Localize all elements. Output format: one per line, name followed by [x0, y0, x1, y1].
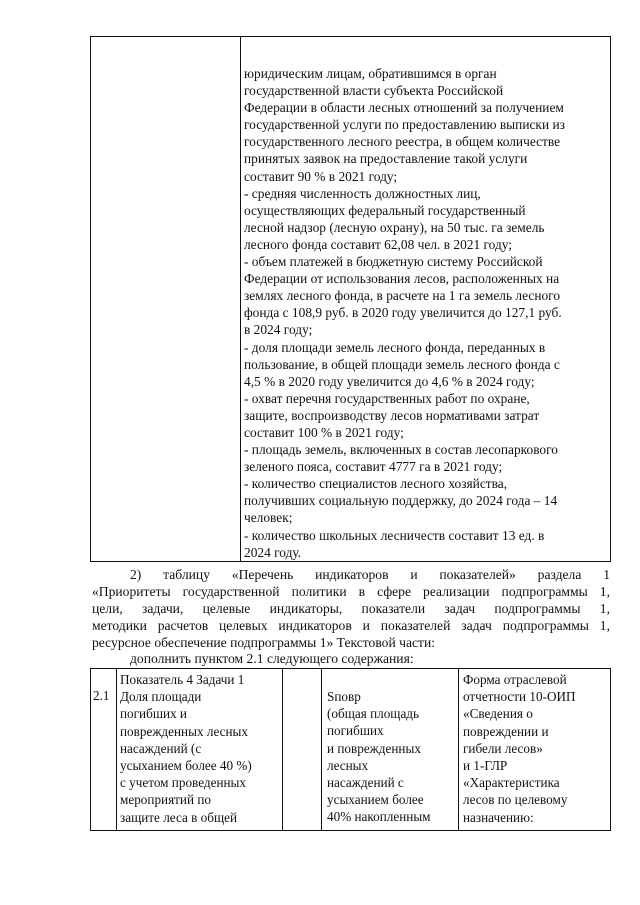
text-line: - количество школьных лесничеств составит 13 ед. в [244, 527, 545, 543]
text-line: фонда с 108,9 руб. в 2020 году увеличится до 127,1 руб. [244, 305, 562, 321]
text-line: принятых заявок на предоставление такой услуги [244, 151, 528, 167]
column-divider [282, 669, 283, 830]
column-divider [458, 669, 459, 830]
text-line: государственного лесного реестра, в общем количестве [244, 134, 561, 150]
text-line: мероприятий по [120, 792, 211, 808]
text-line: - доля площади земель лесного фонда, переданных в [244, 339, 546, 355]
text-line: Федерации от использования лесов, расположенных на [244, 271, 560, 287]
text-line: составит 90 % в 2021 году; [244, 168, 398, 184]
text-line: - средняя численность должностных лиц, [244, 185, 481, 201]
text-line: повреждении и [463, 723, 549, 739]
text-line: лесной надзор (лесную охрану), на 50 тыс. га земель [244, 219, 545, 235]
text-line: гибели лесов» [463, 740, 543, 756]
text-line: защите, воспроизводству лесов нормативами затрат [244, 407, 540, 423]
text-line: «Приоритеты государственной политики в сфере реализации подпрограммы 1, [92, 584, 610, 599]
column-divider [116, 669, 117, 830]
text-line: государственной власти субъекта Российской [244, 83, 504, 99]
text-line: поврежденных лесных [120, 723, 248, 739]
text-line: усыханием более [327, 792, 424, 808]
text-line: Федерации в области лесных отношений за получением [244, 100, 564, 116]
text-line: в 2024 году; [244, 322, 313, 338]
text-line: усыханием более 40 %) [120, 757, 252, 773]
text-line: - охват перечня государственных работ по охране, [244, 390, 530, 406]
text-line: - количество специалистов лесного хозяйства, [244, 476, 508, 492]
text-line: погибших и [120, 706, 187, 722]
text-line: погибших [327, 723, 384, 739]
indicators-text-cell [244, 65, 609, 561]
text-line: пользование, в общей площади земель лесного фонда с [244, 356, 560, 372]
text-line: лесного фонда составит 62,08 чел. в 2021 году; [244, 236, 513, 252]
text-line: отчетности 10-ОИП [463, 689, 576, 705]
indicator-name-cell [120, 671, 252, 826]
text-line: Доля площади [120, 689, 202, 705]
text-line: Показатель 4 Задачи 1 [120, 672, 245, 687]
text-line: насаждений (с [120, 740, 202, 756]
indicator-table [90, 668, 611, 831]
amendment-lead: дополнить пунктом 2.1 следующего содержания: [130, 651, 414, 666]
text-line: землях лесного фонда, в расчете на 1 га земель лесного [244, 288, 561, 304]
formula-cell [327, 688, 431, 826]
text-line: 40% накопленным [327, 809, 431, 825]
column-divider [321, 669, 322, 830]
text-line: юридическим лицам, обратившимся в орган [244, 66, 497, 81]
text-line: «Сведения о [463, 706, 533, 722]
text-line: 4,5 % в 2020 году увеличится до 4,6 % в 2024 году; [244, 373, 535, 389]
text-line: насаждений с [327, 774, 404, 790]
text-line: - площадь земель, включенных в состав лесопаркового [244, 442, 558, 458]
text-line: государственной услуги по предоставлению выписки из [244, 117, 565, 133]
text-line: и поврежденных [327, 740, 421, 756]
text-line: - объем платежей в бюджетную систему Российской [244, 254, 543, 270]
text-line: 2) таблицу «Перечень индикаторов и показателей» раздела 1 [130, 567, 610, 582]
text-line: методики расчетов целевых индикаторов и показателей задач подпрограммы 1, [92, 618, 610, 633]
text-line: лесов по целевому [463, 792, 568, 808]
text-line: человек; [244, 510, 293, 526]
source-cell [463, 671, 576, 826]
text-line: 2024 году. [244, 544, 302, 560]
text-line: цели, задачи, целевые индикаторы, показатели задач подпрограммы 1, [92, 601, 610, 616]
text-line: ресурсное обеспечение подпрограммы 1» Текстовой части: [92, 635, 436, 650]
text-line: «Характеристика [463, 775, 560, 791]
text-line: лесных [327, 757, 369, 773]
text-line: Форма отраслевой [463, 672, 567, 687]
text-line: Sповр [327, 689, 361, 704]
text-line: получивших социальную поддержку, до 2024 года – 14 [244, 493, 558, 509]
text-line: и 1-ГЛР [463, 757, 508, 773]
text-line: защите леса в общей [120, 809, 238, 825]
row-number: 2.1 [93, 688, 110, 703]
column-divider [240, 37, 241, 561]
text-line: (общая площадь [327, 706, 420, 722]
table-continued [90, 36, 611, 562]
text-line: зеленого пояса, составит 4777 га в 2021 году; [244, 459, 503, 475]
text-line: осуществляющих федеральный государственный [244, 202, 526, 218]
text-line: назначению: [463, 809, 534, 825]
text-line: составит 100 % в 2021 году; [244, 424, 404, 440]
amendment-paragraph [92, 566, 610, 651]
text-line: с учетом проведенных [120, 775, 247, 791]
